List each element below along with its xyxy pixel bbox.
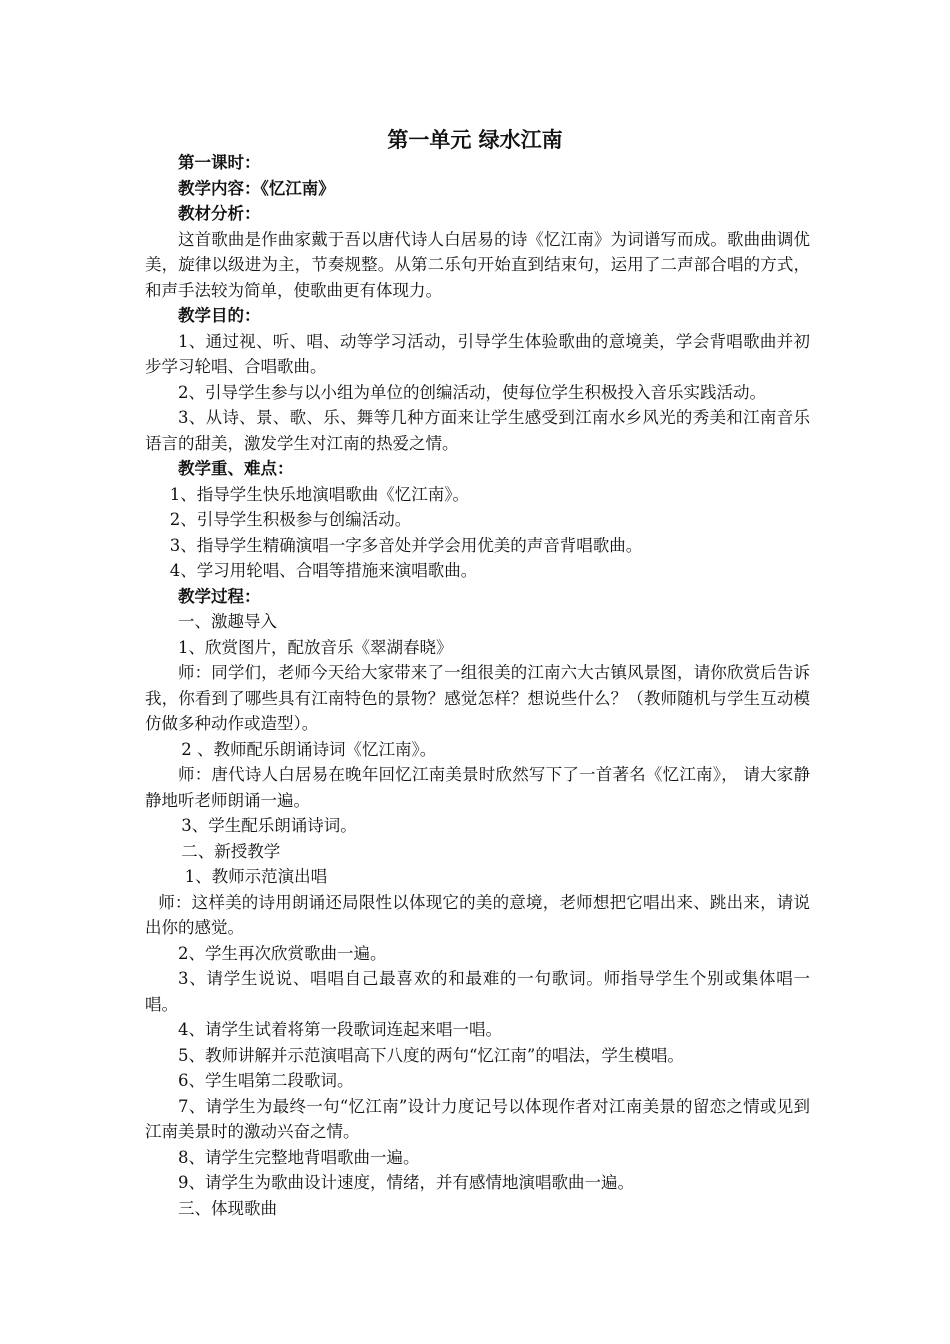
paragraph: 2、引导学生积极参与创编活动。 [169,510,412,529]
paragraph: 2、学生再次欣赏歌曲一遍。 [178,943,387,963]
process-heading: 教学过程： [178,586,261,606]
paragraph: 5、教师讲解并示范演唱高下八度的两句“忆江南”的唱法，学生模唱。 [178,1045,684,1065]
paragraph: 3、从诗、景、歌、乐、舞等几种方面来让学生感受到江南水乡风光的秀美和江南音乐语言的甜美，激发学生对江南的热爱之情。 [145,408,810,453]
lesson-heading: 第一课时： [178,153,261,172]
paragraph: 6、学生唱第二段歌词。 [178,1071,354,1090]
content-heading: 教学内容：《忆江南》 [178,178,335,198]
keypoints-heading: 教学重、难点： [178,459,294,478]
document-body [145,150,810,1221]
paragraph: 师：同学们，老师今天给大家带来了一组很美的江南六大古镇风景图，请你欣赏后告诉我，你看到了哪些具有江南特色的景物？感觉怎样？想说些什么？（教师随机与学生互动模仿做多种动作或造型）。 [145,663,810,733]
paragraph: 师：这样美的诗用朗诵还局限性以体现它的美的意境，老师想把它唱出来、跳出来，请说出你的感觉。 [145,892,810,937]
document-title: 第一单元 绿水江南 [387,128,563,152]
analysis-heading: 教材分析： [178,204,261,223]
paragraph: 2 、教师配乐朗诵诗词《忆江南》。 [181,739,437,759]
paragraph: 1、教师示范演出唱 [184,867,328,886]
paragraph: 3、指导学生精确演唱一字多音处并学会用优美的声音背唱歌曲。 [169,535,643,555]
section-heading: 三、体现歌曲 [178,1198,277,1218]
paragraph: 1、通过视、听、唱、动等学习活动，引导学生体验歌曲的意境美，学会背唱歌曲并初步学习轮唱、合唱歌曲。 [145,331,810,376]
paragraph: 1、欣赏图片，配放音乐《翠湖春晓》 [178,637,453,657]
section-heading: 二、新授教学 [181,841,281,861]
paragraph: 这首歌曲是作曲家戴于吾以唐代诗人白居易的诗《忆江南》为词谱写而成。歌曲曲调优美，旋律以级进为主，节奏规整。从第二乐句开始直到结束句，运用了二声部合唱的方式，和声手法较为简单，使歌曲更有体现力。 [145,229,810,300]
paragraph: 2、引导学生参与以小组为单位的创编活动，使每位学生积极投入音乐实践活动。 [178,382,766,402]
paragraph: 4、请学生试着将第一段歌词连起来唱一唱。 [178,1020,502,1039]
paragraph: 3、请学生说说、唱唱自己最喜欢的和最难的一句歌词。师指导学生个别或集体唱一唱。 [145,969,810,1014]
paragraph: 4、学习用轮唱、合唱等措施来演唱歌曲。 [169,561,478,580]
objectives-heading: 教学目的： [178,306,261,325]
paragraph: 师：唐代诗人白居易在晚年回忆江南美景时欣然写下了一首著名《忆江南》， 请大家静静地听老师朗诵一遍。 [145,765,810,810]
section-heading: 一、激趣导入 [178,612,277,631]
paragraph: 3、学生配乐朗诵诗词。 [181,816,357,835]
paragraph: 8、请学生完整地背唱歌曲一遍。 [178,1147,420,1167]
paragraph: 7、请学生为最终一句“忆江南”设计力度记号以体现作者对江南美景的留恋之情或见到江南美景时的激动兴奋之情。 [145,1096,810,1141]
paragraph: 1、指导学生快乐地演唱歌曲《忆江南》。 [169,484,469,504]
paragraph: 9、请学生为歌曲设计速度，情绪，并有感情地演唱歌曲一遍。 [178,1173,634,1192]
